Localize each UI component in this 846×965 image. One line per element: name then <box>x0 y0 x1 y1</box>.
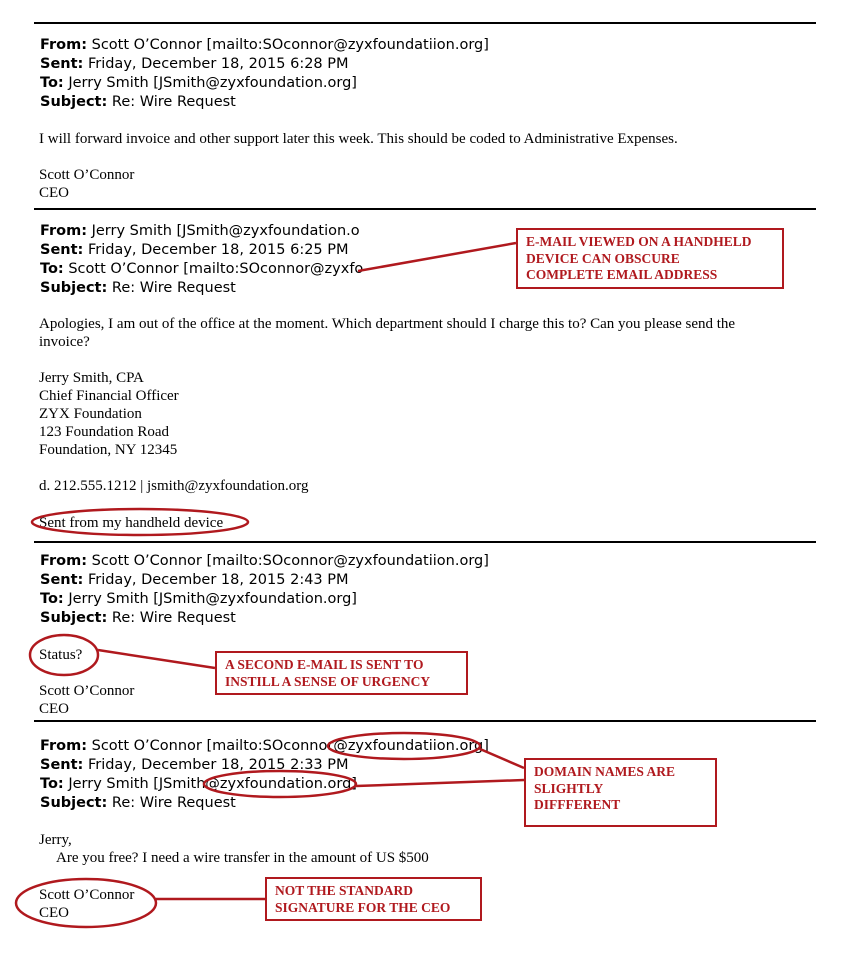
email2-signature-org: ZYX Foundation <box>39 406 142 422</box>
email2-to-line: To: Scott O’Connor [mailto:SOconnor@zyxfo <box>40 261 364 277</box>
email4-sent: Friday, December 18, 2015 2:33 PM <box>87 757 349 773</box>
email1-from: Scott O’Connor [mailto:SOconnor@zyxfoundatiion.org] <box>91 37 489 53</box>
callout-domain: DOMAIN NAMES ARE SLIGHTLY DIFFFERENT <box>524 758 717 827</box>
email1-sent-line: Sent: Friday, December 18, 2015 6:28 PM <box>40 56 349 72</box>
email1-body: I will forward invoice and other support later this week. This should be coded to Administrative Expenses. <box>39 131 678 147</box>
email2-subject-line: Subject: Re: Wire Request <box>40 280 236 296</box>
email3-subject-line: Subject: Re: Wire Request <box>40 610 236 626</box>
email3-signature-name: Scott O’Connor <box>39 683 135 699</box>
callout-handheld: E-MAIL VIEWED ON A HANDHELD DEVICE CAN OBSCURE COMPLETE EMAIL ADDRESS <box>516 228 784 289</box>
email2-signature-city: Foundation, NY 12345 <box>39 442 178 458</box>
callout-signature: NOT THE STANDARD SIGNATURE FOR THE CEO <box>265 877 482 921</box>
email1-sent: Friday, December 18, 2015 6:28 PM <box>87 56 349 72</box>
email2-to: Scott O’Connor [mailto:SOconnor@zyxfo <box>68 261 364 277</box>
email4-from-line: From: Scott O’Connor [mailto:SOconnor@zyxfoundatiion.org] <box>40 738 489 754</box>
email3-sent: Friday, December 18, 2015 2:43 PM <box>87 572 349 588</box>
email4-subject: Re: Wire Request <box>111 795 236 811</box>
email2-body-line1: Apologies, I am out of the office at the moment. Which department should I charge this to? Can you please send the <box>39 316 736 332</box>
callout-urgency: A SECOND E-MAIL IS SENT TO INSTILL A SENSE OF URGENCY <box>215 651 468 695</box>
email1-subject-line: Subject: Re: Wire Request <box>40 94 236 110</box>
top-divider <box>34 22 816 24</box>
email2-signature-title: Chief Financial Officer <box>39 388 179 404</box>
email4-to: Jerry Smith [JSmith@zyxfoundation.org] <box>68 776 357 792</box>
email4-signature-name: Scott O’Connor <box>39 887 135 903</box>
email2-body-line2: invoice? <box>39 334 90 350</box>
email3-from-line: From: Scott O’Connor [mailto:SOconnor@zyxfoundatiion.org] <box>40 553 489 569</box>
email2-contact: d. 212.555.1212 | jsmith@zyxfoundation.org <box>39 478 309 494</box>
email2-signature-street: 123 Foundation Road <box>39 424 169 440</box>
domain-connector-bottom <box>356 780 524 786</box>
email3-divider <box>34 541 816 543</box>
email2-from: Jerry Smith [JSmith@zyxfoundation.o <box>91 223 360 239</box>
email1-from-line: From: Scott O’Connor [mailto:SOconnor@zyxfoundatiion.org] <box>40 37 489 53</box>
email2-signature-name: Jerry Smith, CPA <box>39 370 144 386</box>
email1-subject: Re: Wire Request <box>111 94 236 110</box>
email1-to: Jerry Smith [JSmith@zyxfoundation.org] <box>68 75 357 91</box>
email1-signature-name: Scott O’Connor <box>39 167 135 183</box>
email4-subject-line: Subject: Re: Wire Request <box>40 795 236 811</box>
email1-signature-title: CEO <box>39 185 69 201</box>
email2-sent: Friday, December 18, 2015 6:25 PM <box>87 242 349 258</box>
email4-signature-title: CEO <box>39 905 69 921</box>
email2-subject: Re: Wire Request <box>111 280 236 296</box>
email3-body: Status? <box>39 647 83 663</box>
email4-to-line: To: Jerry Smith [JSmith@zyxfoundation.org] <box>40 776 357 792</box>
email3-signature-title: CEO <box>39 701 69 717</box>
email3-subject: Re: Wire Request <box>111 610 236 626</box>
email1-to-line: To: Jerry Smith [JSmith@zyxfoundation.org] <box>40 75 357 91</box>
email3-to-line: To: Jerry Smith [JSmith@zyxfoundation.org] <box>40 591 357 607</box>
email4-body-request: Are you free? I need a wire transfer in the amount of US $500 <box>56 850 429 866</box>
email4-from: Scott O’Connor [mailto:SOconnor@zyxfoundatiion.org] <box>91 738 489 754</box>
email3-from: Scott O’Connor [mailto:SOconnor@zyxfoundatiion.org] <box>91 553 489 569</box>
email3-to: Jerry Smith [JSmith@zyxfoundation.org] <box>68 591 357 607</box>
urgency-connector-line <box>98 650 215 668</box>
email3-sent-line: Sent: Friday, December 18, 2015 2:43 PM <box>40 572 349 588</box>
email2-footer: Sent from my handheld device <box>39 515 224 531</box>
email2-divider <box>34 208 816 210</box>
handheld-connector-line <box>358 243 516 271</box>
email2-from-line: From: Jerry Smith [JSmith@zyxfoundation.o <box>40 223 360 239</box>
email4-divider <box>34 720 816 722</box>
email4-sent-line: Sent: Friday, December 18, 2015 2:33 PM <box>40 757 349 773</box>
email4-body-greeting: Jerry, <box>39 832 72 848</box>
email2-sent-line: Sent: Friday, December 18, 2015 6:25 PM <box>40 242 349 258</box>
